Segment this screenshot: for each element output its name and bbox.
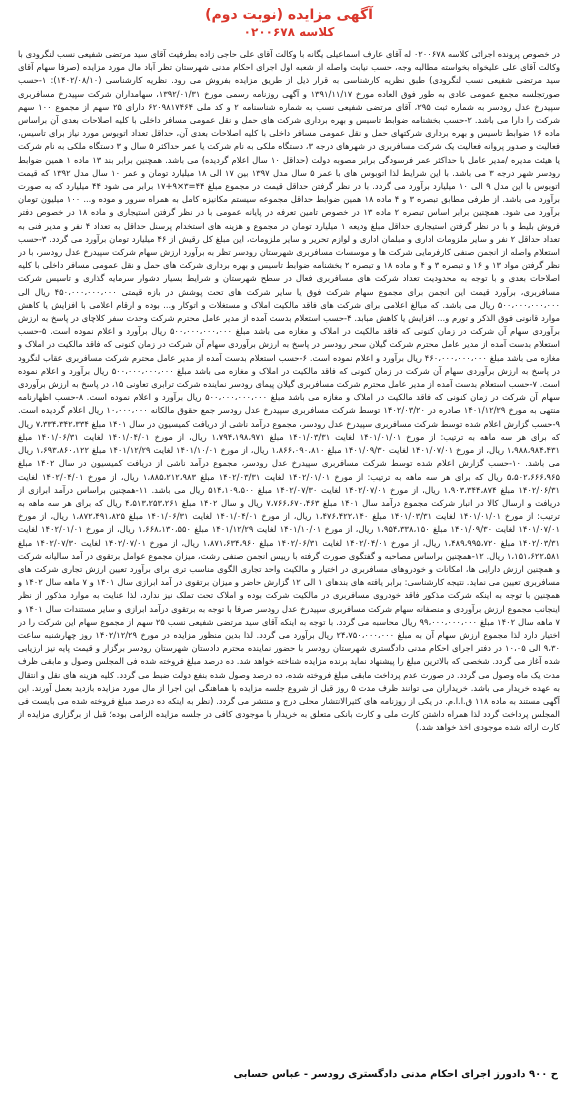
notice-title: آگهی مزایده (نوبت دوم) <box>205 7 373 23</box>
signature: ح ۹۰۰ دادورز اجرای احکام مدنی دادگستری رودسر - عباس حسابی <box>233 1069 558 1080</box>
notice-body: در خصوص پرونده اجرائی کلاسه ۰۲۰۰۶۷۸ له آقای عارف اسماعیلی یگانه با وکالت آقای علی حاجی زاده بطرفیت آقای سید مرتضی شفیعی نسب لنگرودی با وکالت آقای علی علیخواه بخواسته مطالبه وجه، حسب نیابت واصله از شعبه اول اجرای احکام مدنی شهرستان تظر آباد مال مورد مزایده (صرفا سهام آقای سید مرتضی شفیعی نسب لنگرودی) طبق نظریه کارشناسی به قرار ذیل از طریق مزایده بفروش می رود. نظریه کارشناسی (۱۴۰۲/۰۸/۱۰): ۱-حسب صورتجلسه مجمع عمومی عادی به طور فوق العاده مورخ ۱۳۹۱/۱۱/۱۷ و آگهی روزنامه رسمی مورخ ۱۳۹۲/۰۱/۳۱، سهامداران شرکت سپیدرخ مسافربری سپیدرخ عدل رودسر به شماره ثبت ۲۹۵، آقای مرتضی شفیعی نسب به شماره شناسنامه ۲ و کد ملی ۶۲۰۹۸۱۷۴۶۴ دارای ۲۵ سهم از مجموع ۱۰۰ سهم شرکت را دارا می باشد. ۲-حسب بخشنامه ضوابط تاسیس و بهره برداری شرکت های حمل و نقل عمومی مسافر داخلی با کلیه اصلاحات بعدی آن براساس ماده ۱۶ ضوابط تاسیس و بهره برداری شرکتهای حمل و نقل عمومی مسافر داخلی با کلیه اصلاحات بعدی آن، حداقل تعداد اتوبوس مورد نیاز برای تاسیس، فعالیت و صدور پروانه فعالیت یک شرکت مسافربری در شهرهای درجه ۳، دستگاه ملکی به نام شرکت یا عمر حداکثر ۵ سال و ۳ دستگاه ملکی به نام شرکت یا هیئت مدیره /مدیر عامل با حداکثر عمر فرسودگی برابر مصوبه دولت (حداقل ۱۰ سال اعلام گردیده) می باشد. همچنین برابر بند ۱۳ ماده ۱ همین ضوابط رودسر شهر درجه ۳ می باشد. با این شرایط لذا اتوبوس های با عمر ۵ سال مدل ۱۳۹۷ بین ۱۷ الی ۱۸ میلیارد تومان و عمر ۱۰ سال مدل ۱۳۹۲ که قیمت اتوبوس با این مدل ۹ الی ۱۰ میلیارد برآورد می گردد. با در نظر گرفتن حداقل قیمت در مجموع مبلغ ۴۴=۳×۹+۱۷ برابر می شود ۴۴ میلیارد که به صورت برآورد می باشد. از طرفی مطابق تبصره ۳ و ۴ ماده ۱۸ همین ضوابط حداقل مجموعه سیستم مکانیزه کامل به همراه سرور و موده و... ۱۰۰ میلیون تومان برآورد می شود. همچنین برابر اساس تبصره ۲ ماده ۱۳ در خصوص تامین تعرفه در پایانه عمومی با در نظر گرفتن استیجاری و ماده ۱۸ در خصوص دفتر فروش بلیط و با در نظر گرفتن استیجاری حداقل مبلغ ودیعه ۱ میلیارد تومان در مجموع و هزینه های استخدام پرسنل حداقل به تعداد ۴ نفر و مدیر فنی به تعداد حداقل ۲ نفر و سایر ملزومات اداری و مبلمان اداری و لوازم تحریر و سایر ملزومات، این مبلغ کل رقیش از ۴۶ میلیارد تومان برآورد می گردد. ۳-حسب استعلام واصله از انجمن صنفی کارفرمایی شرکت ها و موسسات مسافربری شهرستان رودسر تظر به برآورد ارزش سهام شرکت سپیدرخ عدل رودسر، با در نظر گرفتن مواد ۱۳ و ۱۶ و تبصره ۳ و ۴ و ماده ۱۸ و تبصره ۲ بخشنامه ضوابط تاسیس و بهره برداری شرکت های حمل و نقل عمومی مسافر داخلی با کلیه اصلاحات بعدی و با توجه به محدودیت تعداد شرکت های مسافربری فعال در سطح شهرستان و شرایط بسیار دشوار سرمایه گذاری و تاسیس شرکت مسافربری، برآورد قیمت این انجمن برای مجموع سهام شرکت فوق یا سایر شرکت های تحت پوشش در بازه قیمتی ۴۵۰،۰۰۰،۰۰۰،۰۰۰ ریال الی ۵۰۰،۰۰۰،۰۰۰،۰۰۰ ریال می باشد. که مبالغ اعلامی برای شرکت های فاقد مالکیت املاک و مستغلات و اتوکار و... بوده و ارقام اعلامی با افزایش یا کاهش موارد قانونی فوق الذکر و تورم و... افزایش یا کاهش مبابد. ۴-حسب استعلام بدست آمده از مدیر عامل محترم شرکت وحدت سفر کلاچای در پاسخ به ارزش برآوردی سهام آن شرکت در زمان کنونی که فاقد مالکیت در املاک و مغازه می باشد مبلغ ۵۰۰،۰۰۰،۰۰۰،۰۰۰ ریال برآورد و اعلام نموده است. ۵-حسب استعلام بدست آمده از مدیر عامل محترم شرکت گیلان سحر رودسر در پاسخ به ارزش برآوردی سهام آن شرکت در زمان کنونی که فاقد مالکیت در املاک و مغازه می باشد مبلغ ۴۶۰،۰۰۰،۰۰۰،۰۰۰ ریال برآورد و اعلام نموده است. ۶-حسب استعلام بدست آمده از مدیر عامل محترم شرکت مسافربری عقاب لنگرود در پاسخ به ارزش برآوردی سهام آن شرکت در زمان کنونی که فاقد مالکیت در املاک و مغازه می باشد مبلغ ۵۰۰،۰۰۰،۰۰۰،۰۰۰ ریال برآورد و اعلام نموده است. ۷-حسب استعلام بدست آمده از مدیر عامل محترم شرکت مسافربری گیلان پیمای رودسر نماینده شرکت ترابری تعاونی ۱۵، در پاسخ به ارزش برآوردی سهام آن شرکت در زمان کنونی که فاقد مالکیت در املاک و مغازه می باشد مبلغ ۵۰۰،۰۰۰،۰۰۰،۰۰۰ ریال برآورد و اعلام نموده است. ۸-حسب اظهارنامه منتهی به مورخ ۱۴۰۱/۱۲/۲۹ صادره در ۱۴۰۲/۰۳/۲۰ توسط شرکت مسافربری سپیدرخ عدل رودسر جمع حقوق مالکانه ۱۰،۰۰۰،۰۰۰ ریال اعلام گردیده است. ۹-حسب گزارش اعلام شده توسط شرکت مسافربری سپیدرخ عدل رودسر، مجموع درآمد ناشی از دریافت کمیسیون در سال ۱۴۰۱ مبلغ ۷،۳۳۴،۳۴۲،۳۳۴ ریال که برای هر سه ماهه به ترتیب: از مورخ ۱۴۰۱/۰۱/۰۱ لغایت ۱۴۰۱/۰۳/۳۱ مبلغ ۱،۷۹۴،۱۹۸،۹۷۱ ریال، از مورخ ۱۴۰۱/۰۴/۰۱ لغایت ۱۴۰۱/۰۶/۳۱ مبلغ ۱،۹۸۸،۹۸۴،۴۳۱ ریال، از مورخ ۱۴۰۱/۰۷/۰۱ لغایت ۱۴۰۱/۰۹/۳۰ مبلغ ۱،۸۶۶،۰۹۰،۸۱۰ ریال، از مورخ ۱۴۰۱/۱۰/۰۱ لغایت ۱۴۰۱/۱۲/۲۹ مبلغ ۱،۶۹۳،۸۶۰،۱۲۲ ریال می باشد. ۱۰-حسب گزارش اعلام شده توسط شرکت مسافربری سپیدرخ عدل رودسر، مجموع درآمد ناشی از دریافت کمیسیون در سال ۱۴۰۲ مبلغ ۵،۵۰۲،۶۶۶،۹۶۵ ریال که برای هر سه ماهه به ترتیب: از مورخ ۱۴۰۲/۰۱/۰۱ لغایت ۱۴۰۲/۰۳/۳۱ مبلغ ۱،۸۸۵،۲۱۲،۹۸۳ ریال، از مورخ ۱۴۰۲/۰۴/۰۱ لغایت ۱۴۰۲/۰۶/۳۱ مبلغ ۱،۹۰۳،۳۴۴،۸۷۴ ریال، از مورخ ۱۴۰۲/۰۷/۰۱ لغایت ۱۴۰۲/۰۷/۳۰ مبلغ ۵۱۴،۱۰۹،۵۰۰ ریال می باشد. ۱۱-همچنین براساس درآمد ابرازی از دریافت و ارسال کالا در انبار شرکت مجموع درآمد سال ۱۴۰۱ مبلغ ۷،۷۶۶،۶۷۰،۴۶۳ ریال و سال ۱۴۰۲ مبلغ ۴،۵۱۳،۲۵۳،۲۶۱ ریال که برای هر سه ماهه به ترتیب: از مورخ ۱۴۰۱/۰۱/۰۱ لغایت ۱۴۰۱/۰۳/۳۱ مبلغ ۱،۴۷۶،۴۲۲،۱۴۰ ریال، از مورخ ۱۴۰۱/۰۴/۰۱ لغایت ۱۴۰۱/۰۶/۳۱ مبلغ ۱،۸۷۲،۴۹۱،۸۲۵ ریال، از مورخ ۱۴۰۱/۰۷/۰۱ لغایت ۱۴۰۱/۰۹/۳۰ مبلغ ۱،۹۵۴،۳۳۸،۱۵۰ ریال، از مورخ ۱۴۰۱/۱۰/۰۱ لغایت ۱۴۰۱/۱۲/۲۹ مبلغ ۱،۶۶۸،۱۳۰،۵۵۰ ریال، از مورخ ۱۴۰۲/۰۱/۰۱ لغایت ۱۴۰۲/۰۳/۳۱ مبلغ ۱،۴۸۹،۹۹۵،۷۲۰ ریال، از مورخ ۱۴۰۲/۰۴/۰۱ لغایت ۱۴۰۲/۰۶/۳۱ مبلغ ۱،۸۷۱،۶۳۴،۹۶۰ ریال، از مورخ ۱۴۰۲/۰۷/۰۱ لغایت ۱۴۰۲/۰۷/۳۰ مبلغ ۱،۱۵۱،۶۲۲،۵۸۱ ریال. ۱۲-همچنین براساس مصاحبه و گفتگوی صورت گرفته با رییس انجمن صنفی رشت، میزان مجموع عوامل برتقوی در آمد سالیانه شرکت و همچنین ارزش دارایی ها، امکانات و خودروهای مسافربری در اختیار و مالکیت واحد تجاری الگوی مناسب تری برای برآورد تعیین ارزش تجاری شرکت های مسافربری تعیین می نماید. نتیجه کارشناسی: برابر یافته های بندهای ۱ الی ۱۲ گزارش حاضر و میزان برتقوی در آمد ابرازی سال ۱۴۰۱ و ۷ ماهه سال ۱۴۰۲ و همچنین با توجه به اینکه شرکت مذکور فاقد خودروی مسافربری در مالکیت شرکت بوده و املاک تحت تملک نیز ندارد، لذا عنایت به موارد مذکور از نظر اینجانب مجموع ارزش برآوردی و منصفانه سهام شرکت مسافربری سپیدرخ عدل رودسر صرفا با توجه به برتقوی درآمد ابرازی و سایر مستندات سال ۱۴۰۱ و ۷ ماهه سال ۱۴۰۲ مبلغ ۹۹،۰۰۰،۰۰۰،۰۰۰ ریال محاسبه می گردد. با توجه به اینکه آقای سید مرتضی شفیعی نسب ۲۵ سهم از مجموع سهام این شرکت را در اختیار دارد لذا مجموع ارزش سهام آن به مبلغ ۲۴،۷۵۰،۰۰۰،۰۰۰ ریال برآورد می گردد. لذا بدین منظور مزایده در مورخ ۱۴۰۲/۱۲/۲۹ روز چهارشنبه ساعت ۹،۳۰ الی ۱۰،۰۵ در دفتر اجرای احکام مدنی دادگستری شهرستان رودسر با حضور نماینده محترم دادستان شهرستان رودسر برگزار و قیمت پایه نیز ارزیابی شده آغاز می گردد. شخصی که بالاترین مبلغ را پیشنهاد نماید برنده مزایده شناخته خواهد شد. ده درصد مبلغ فروخته شده فی المجلس وصول و مابقی ظرف مدت یک ماه وصول می گردد. در صورت عدم پرداخت مابقی مبلغ فروخته شده، ده درصد وصول شده بنفع دولت ضبط می گردد. کلیه هزینه های نقل و انتقال به عهده خریدار می باشد. خریداران می توانند ظرف مدت ۵ روز قبل از شروع جلسه مزایده با هماهنگی این اجرا از مال مورد مزایده بازدید بعمل آورند. این آگهی مستند به ماده ۱۱۸ ق.ا.ا.م. در یکی از روزنامه های کثیرالانتشار محلی درج و منتشر می گردد. (نظر به اینکه ده درصد مبلغ فروخته شده می بایست فی المجلس پرداخت گردد لذا همراه داشتن کارت ملی و کارت بانکی متعلق به خریدار با موجودی کافی در جلسه مزایده الزامی بوده؛ قبل از برگزاری مزایده از کارت ارائه شده موجودی اخذ خواهد شد.) <box>18 49 560 733</box>
notice-header <box>18 6 560 40</box>
file-number: کلاسه ۰۲۰۰۶۷۸ <box>243 25 335 39</box>
